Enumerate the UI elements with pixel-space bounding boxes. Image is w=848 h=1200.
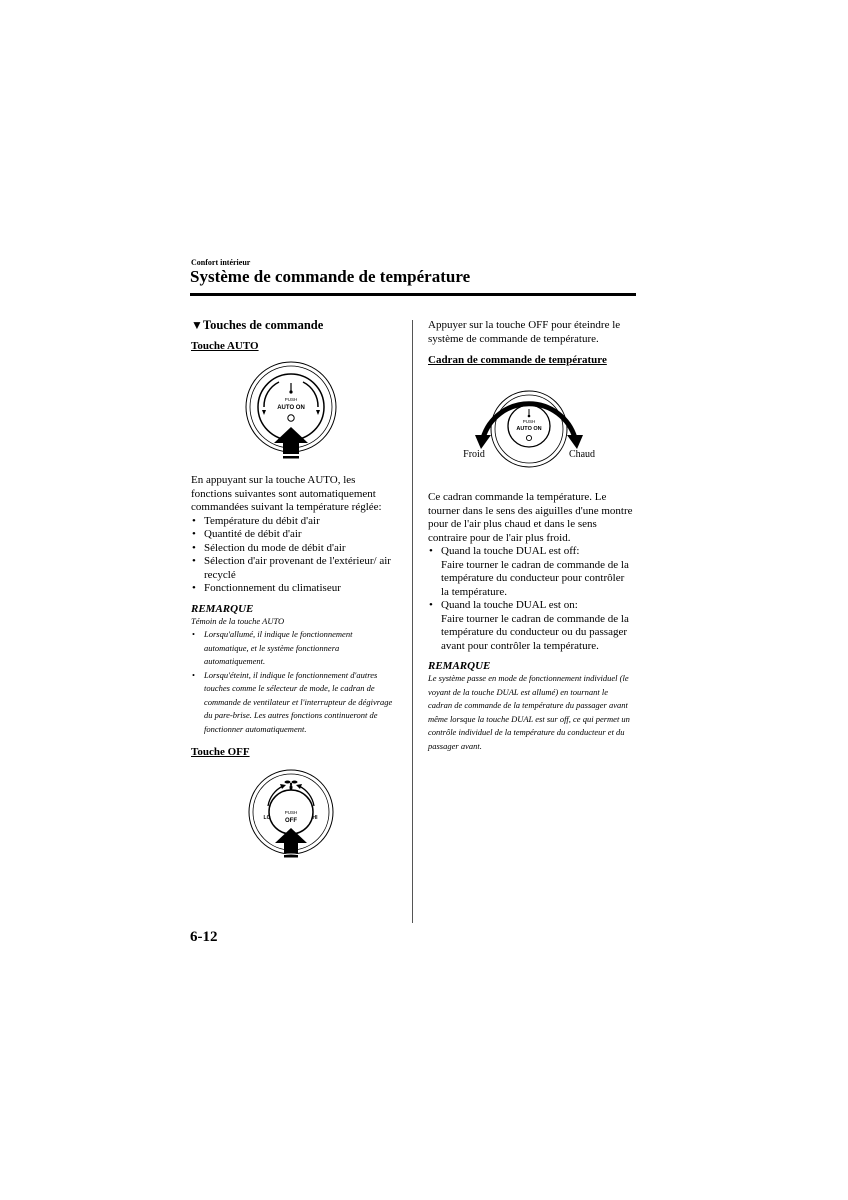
remark-list bbox=[191, 628, 399, 736]
remark-item: • Lorsqu'allumé, il indique le fonctionnement automatique, et le système fonctionnera automatiquement. bbox=[191, 628, 399, 669]
page-number: 6-12 bbox=[190, 929, 218, 945]
auto-paragraph: En appuyant sur la touche AUTO, les fonctions suivantes sont automatiquement commandées suivant la température réglée: bbox=[191, 474, 382, 513]
off-heading: Touche OFF bbox=[191, 746, 250, 758]
left-column bbox=[191, 318, 399, 858]
list-item: • Température du débit d'air bbox=[191, 515, 399, 529]
hi-label: HI bbox=[312, 815, 318, 821]
subheading-text: Touches de commande bbox=[202, 318, 324, 332]
list-item: • Fonctionnement du climatiseur bbox=[191, 582, 399, 596]
lo-label: LO bbox=[263, 815, 271, 821]
list-item: • Quantité de débit d'air bbox=[191, 528, 399, 542]
remark-text: Le système passe en mode de fonctionnement individuel (le voyant de la touche DUAL est allumé) en tournant le cadran de commande de la température du passager avant même lorsque la touche DUAL est sur off, ce qui permet un contrôle individuel de la température du conducteur et du passager avant. bbox=[428, 673, 630, 751]
list-item: • Sélection d'air provenant de l'extérieur/ air recyclé bbox=[191, 555, 399, 582]
fan-icon bbox=[285, 781, 298, 791]
auto-heading: Touche AUTO bbox=[191, 340, 259, 352]
remark-title: REMARQUE bbox=[191, 602, 254, 615]
cold-label: Froid bbox=[463, 449, 485, 460]
dial-push-label: PUSH bbox=[522, 419, 536, 424]
off-paragraph: Appuyer sur la touche OFF pour éteindre le système de commande de température. bbox=[428, 319, 621, 345]
push-arrow-icon bbox=[275, 828, 307, 858]
dual-list bbox=[428, 545, 634, 653]
list-item-text: Faire tourner le cadran de commande de la température du conducteur pour contrôler la température. bbox=[441, 558, 629, 598]
auto-push-label: PUSH bbox=[284, 397, 298, 402]
dial-heading: Cadran de commande de température bbox=[428, 354, 607, 366]
dial-figure bbox=[428, 366, 634, 486]
right-column bbox=[428, 319, 634, 753]
title-rule bbox=[190, 293, 636, 296]
list-item bbox=[428, 545, 634, 599]
remark-title: REMARQUE bbox=[428, 660, 491, 672]
off-label: OFF bbox=[285, 818, 297, 824]
dial-auto-on-label: AUTO ON bbox=[516, 426, 542, 432]
auto-on-label: AUTO ON bbox=[277, 405, 305, 411]
page-title: Système de commande de température bbox=[190, 267, 471, 286]
list-item-text: Faire tourner le cadran de commande de la température du conducteur ou du passager avant pour contrôler la température. bbox=[441, 612, 629, 652]
hot-label: Chaud bbox=[568, 449, 596, 460]
subheading bbox=[191, 318, 399, 333]
list-item-lead: Quand la touche DUAL est off: bbox=[441, 545, 580, 557]
remark-intro: Témoin de la touche AUTO bbox=[191, 615, 285, 626]
section-label: Confort intérieur bbox=[191, 258, 251, 267]
list-item bbox=[428, 599, 634, 653]
list-item-lead: Quand la touche DUAL est on: bbox=[441, 599, 578, 611]
off-knob-figure bbox=[191, 758, 399, 858]
dial-paragraph: Ce cadran commande la température. Le tourner dans le sens des aiguilles d'une montre pour de l'air plus chaud et dans le sens contraire pour de l'air plus froid. bbox=[428, 491, 633, 544]
auto-knob-figure bbox=[191, 352, 399, 472]
remark-item: • Lorsqu'éteint, il indique le fonctionnement d'autres touches comme le sélecteur de mode, le cadran de commande de ventilateur et l'interrupteur de dégivrage du pare-brise. Les autres fonctions continueront de fonctionner automatiquement. bbox=[191, 669, 399, 737]
list-item: • Sélection du mode de débit d'air bbox=[191, 542, 399, 556]
off-push-label: PUSH bbox=[284, 810, 298, 815]
column-divider bbox=[412, 320, 413, 923]
auto-function-list bbox=[191, 515, 399, 596]
triangle-marker-icon: ▼ bbox=[191, 318, 203, 332]
